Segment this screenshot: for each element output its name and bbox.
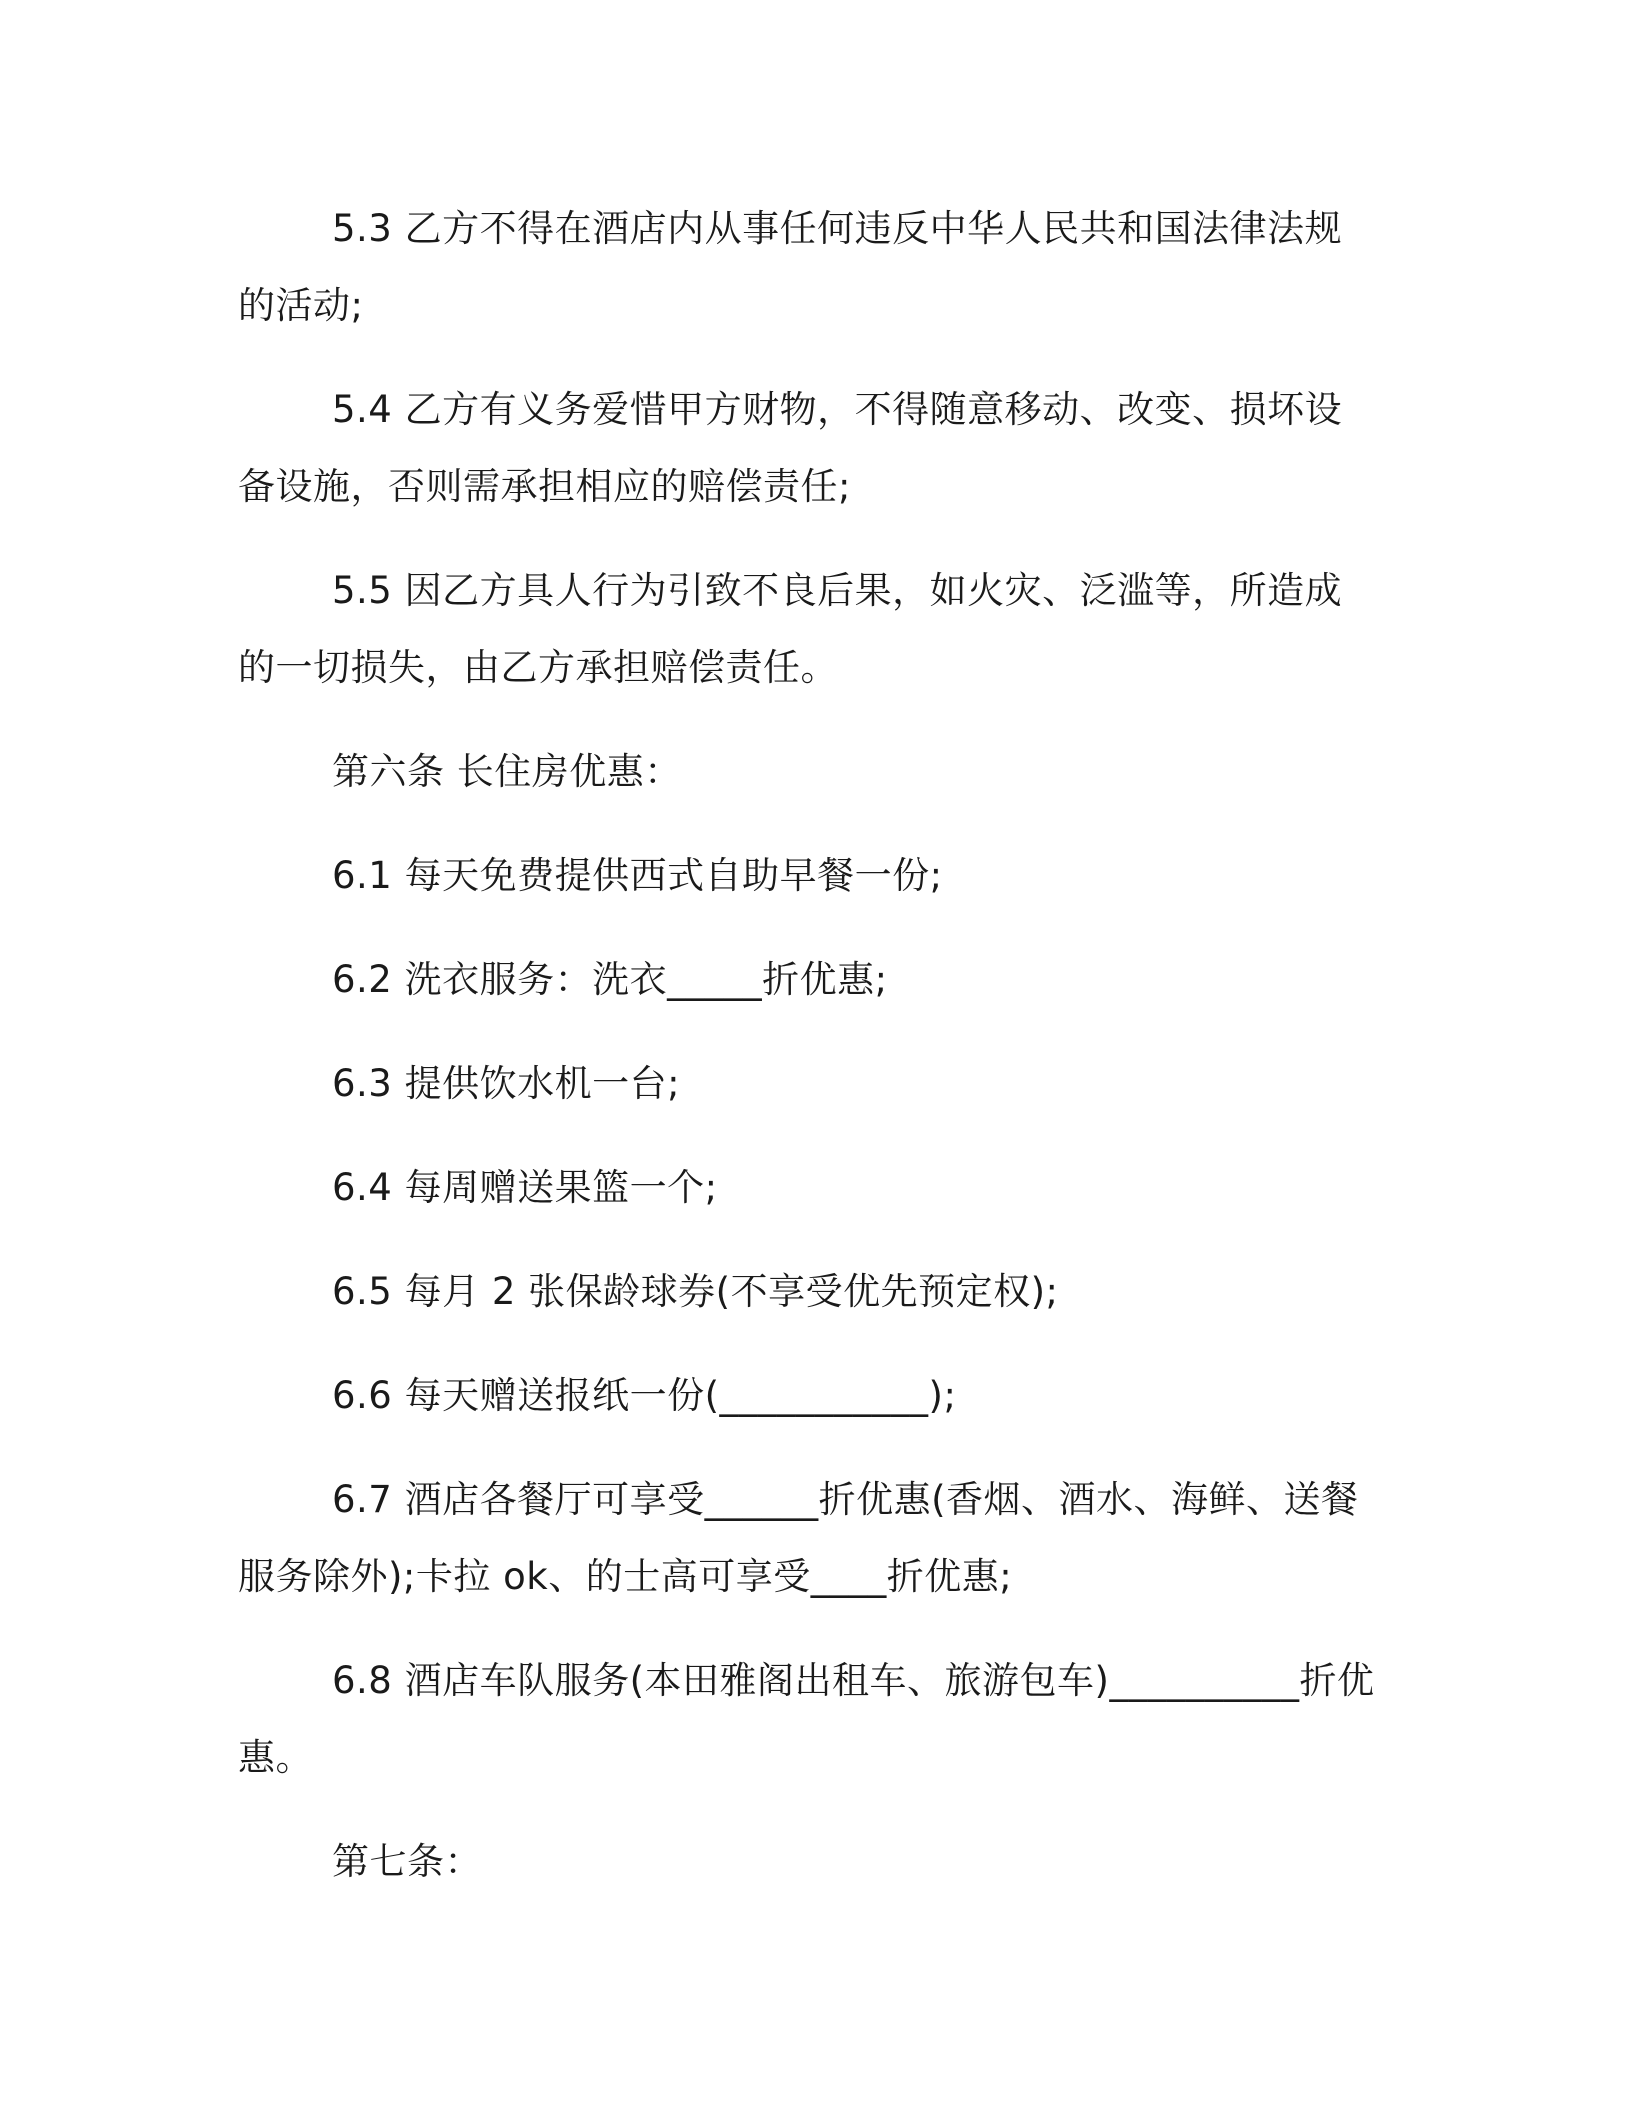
document-body [238,190,1378,1927]
clause-6-3: 6.3 提供饮水机一台; [332,1062,681,1105]
clause-6-2: 6.2 洗衣服务：洗衣_____折优惠; [332,958,888,1001]
clause-6-4: 6.4 每周赠送果篮一个; [332,1166,718,1209]
clause-6-7: 6.7 酒店各餐厅可享受______折优惠(香烟、酒水、海鲜、送餐服务除外);卡拉 ok、的士高可享受____折优惠; [238,1478,1359,1598]
article-7-heading: 第七条： [332,1840,482,1883]
clause-5-5: 5.5 因乙方具人行为引致不良后果，如火灾、泛滥等，所造成的一切损失，由乙方承担赔偿责任。 [238,569,1343,689]
clause-5-3: 5.3 乙方不得在酒店内从事任何违反中华人民共和国法律法规的活动; [238,207,1343,327]
article-6-heading: 第六条 长住房优惠： [332,750,682,793]
clause-6-8: 6.8 酒店车队服务(本田雅阁出租车、旅游包车)__________折优惠。 [238,1659,1375,1779]
clause-6-1: 6.1 每天免费提供西式自助早餐一份; [332,854,943,897]
clause-6-6: 6.6 每天赠送报纸一份(___________); [332,1374,957,1417]
clause-6-5: 6.5 每月 2 张保龄球券(不享受优先预定权); [332,1270,1059,1313]
clause-5-4: 5.4 乙方有义务爱惜甲方财物，不得随意移动、改变、损坏设备设施，否则需承担相应的赔偿责任; [238,388,1343,508]
